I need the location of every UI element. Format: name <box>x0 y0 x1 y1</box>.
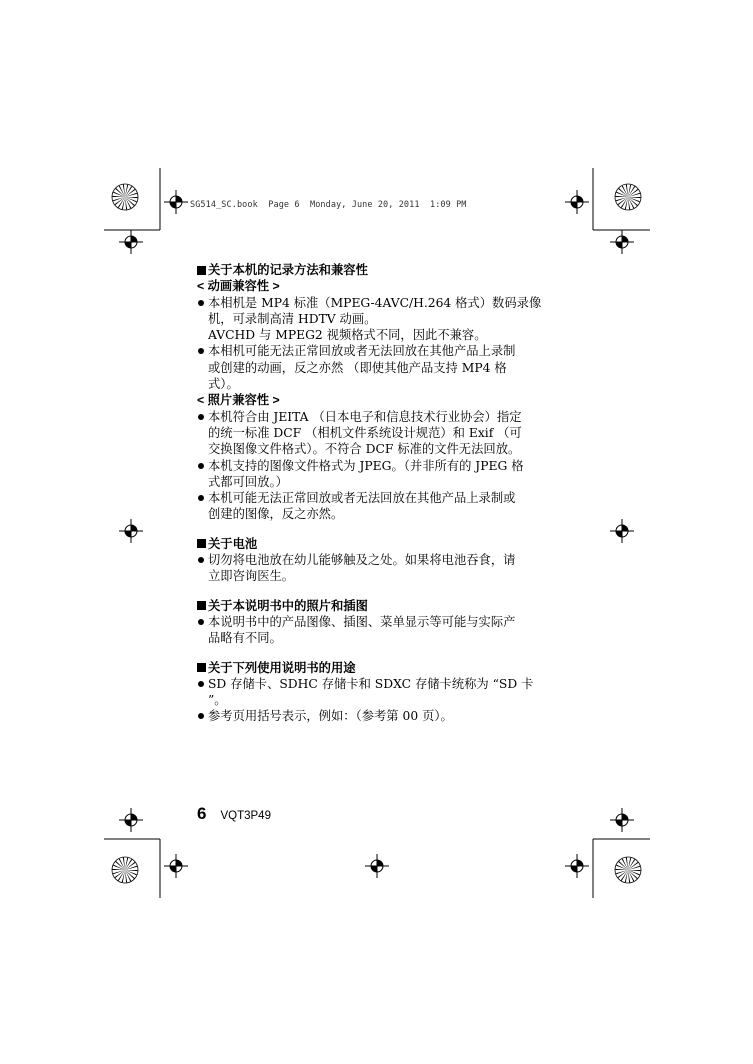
color-target-ray <box>626 185 628 197</box>
bullet-item <box>197 409 547 458</box>
bullet-dot-icon <box>198 557 204 563</box>
square-bullet-icon <box>197 539 206 548</box>
bullet-dot-icon <box>198 713 204 719</box>
color-target-ray <box>115 188 125 197</box>
bullet-dot-icon <box>198 300 204 306</box>
registration-fill <box>371 866 377 872</box>
bullet-item <box>197 490 547 523</box>
paragraph-text: AVCHD 与 MPEG2 视频格式不同，因此不兼容。 <box>208 328 487 343</box>
registration-fill <box>616 820 622 826</box>
section <box>197 660 547 725</box>
bullet-text: 参考页用括号表示，例如：（参考第 00 页）。 <box>208 709 453 724</box>
registration-fill <box>622 236 628 242</box>
registration-fill <box>616 531 622 537</box>
registration-fill <box>622 814 628 820</box>
bullet-dot-icon <box>198 495 204 501</box>
color-target-ray <box>125 858 128 870</box>
bullet-dot-icon <box>198 681 204 687</box>
color-target-ray <box>628 197 638 206</box>
registration-fill <box>170 202 176 208</box>
bullet-text: 切勿将电池放在幼儿能够触及之处。如果将电池吞食，请 立即咨询医生。 <box>208 553 516 584</box>
section-heading <box>197 536 547 552</box>
registration-fill <box>176 860 182 866</box>
bullet-text: 本机符合由 JEITA （日本电子和信息技术行业协会）指定 的统一标准 DCF （相机文件系统设计规范）和 Exif （可 交换图像文件格式）。不符合 DCF 标准的文件无法回放。 <box>208 409 522 457</box>
bullet-text: 本相机可能无法正常回放或者无法回放在其他产品上录制 或创建的动画，反之亦然 （即使其他产品支持 MP4 格 式）。 <box>208 344 516 392</box>
page-number: 6 <box>197 804 207 823</box>
color-target-ray <box>628 197 630 209</box>
registration-fill <box>125 242 131 248</box>
registration-fill <box>131 814 137 820</box>
bullet-text: 本相机是 MP4 标准（MPEG-4AVC/H.264 格式）数码录像 机，可录制高清 HDTV 动画。 <box>208 295 542 326</box>
color-target-ray <box>625 197 628 209</box>
color-target-ray <box>626 858 628 870</box>
registration-fill <box>125 820 131 826</box>
section-heading-text: 关于本机的记录方法和兼容性 <box>208 262 368 277</box>
bullet-item <box>197 708 547 724</box>
section-heading <box>197 660 547 676</box>
registration-fill <box>571 202 577 208</box>
color-target-ray <box>125 197 135 206</box>
color-target-ray <box>618 188 628 197</box>
color-target-ray <box>123 858 125 870</box>
bullet-dot-icon <box>198 619 204 625</box>
color-target-ray <box>618 861 628 870</box>
registration-fill <box>377 860 383 866</box>
section-heading-text: 关于本说明书中的照片和插图 <box>208 597 368 613</box>
subheading: < 动画兼容性 > <box>197 279 280 294</box>
bullet-item <box>197 552 547 585</box>
section-heading-text: 关于电池 <box>208 535 258 551</box>
bullet-text: 本机支持的图像文件格式为 JPEG。（并非所有的 JPEG 格 式都可回放。） <box>208 458 524 489</box>
registration-fill <box>577 860 583 866</box>
registration-fill <box>616 242 622 248</box>
color-target-ray <box>123 185 125 197</box>
print-header-line: SG514_SC.book Page 6 Monday, June 20, 2011 1:09 PM <box>190 200 467 210</box>
registration-fill <box>571 866 577 872</box>
bullet-item <box>197 295 547 328</box>
color-target-ray <box>628 870 638 879</box>
registration-fill <box>125 531 131 537</box>
color-target-ray <box>628 870 630 882</box>
bullet-dot-icon <box>198 348 204 354</box>
color-target-ray <box>113 197 125 201</box>
color-target-ray <box>625 870 628 882</box>
color-target-ray <box>628 858 631 870</box>
color-target-ray <box>628 185 631 197</box>
bullet-dot-icon <box>198 463 204 469</box>
color-target-ray <box>125 870 127 882</box>
square-bullet-icon <box>197 601 206 610</box>
square-bullet-icon <box>197 663 206 672</box>
color-target-ray <box>616 870 628 874</box>
registration-fill <box>577 196 583 202</box>
section <box>197 598 547 647</box>
color-target-ray <box>628 193 640 197</box>
section-heading-text: 关于下列使用说明书的用途 <box>208 659 356 675</box>
color-target-ray <box>125 870 138 871</box>
color-target-ray <box>113 870 125 874</box>
bullet-item <box>197 614 547 647</box>
color-target-ray <box>125 197 138 198</box>
color-target-ray <box>628 870 641 871</box>
color-target-ray <box>122 197 125 209</box>
page-content <box>197 262 547 738</box>
registration-fill <box>131 525 137 531</box>
color-target-ray <box>616 197 628 201</box>
section-heading <box>197 262 547 278</box>
color-target-ray <box>628 197 641 198</box>
registration-fill <box>170 866 176 872</box>
bullet-item <box>197 676 547 709</box>
color-target-ray <box>122 870 125 882</box>
bullet-item <box>197 343 547 392</box>
color-target-ray <box>125 193 137 197</box>
color-target-ray <box>113 869 126 870</box>
color-target-ray <box>628 866 640 870</box>
square-bullet-icon <box>197 266 206 275</box>
document-code: VQT3P49 <box>220 810 271 822</box>
registration-fill <box>131 236 137 242</box>
bullet-text: 本机可能无法正常回放或者无法回放在其他产品上录制或 创建的图像，反之亦然。 <box>208 491 516 522</box>
color-target-ray <box>125 197 127 209</box>
color-target-ray <box>115 861 125 870</box>
section-heading <box>197 598 547 614</box>
color-target-ray <box>125 866 137 870</box>
color-target-ray <box>113 196 126 197</box>
bullet-text: SD 存储卡、SDHC 存储卡和 SDXC 存储卡统称为 “SD 卡 ”。 <box>208 676 534 708</box>
color-target-ray <box>125 870 135 879</box>
bullet-dot-icon <box>198 414 204 420</box>
section <box>197 536 547 585</box>
bullet-text: 本说明书中的产品图像、插图、菜单显示等可能与实际产 品略有不同。 <box>208 614 516 646</box>
registration-fill <box>622 525 628 531</box>
color-target-ray <box>125 185 128 197</box>
subheading: < 照片兼容性 > <box>197 393 280 408</box>
color-target-ray <box>616 196 629 197</box>
bullet-item <box>197 458 547 491</box>
page-footer <box>197 804 271 824</box>
registration-fill <box>176 196 182 202</box>
color-target-ray <box>616 869 629 870</box>
section <box>197 262 547 523</box>
